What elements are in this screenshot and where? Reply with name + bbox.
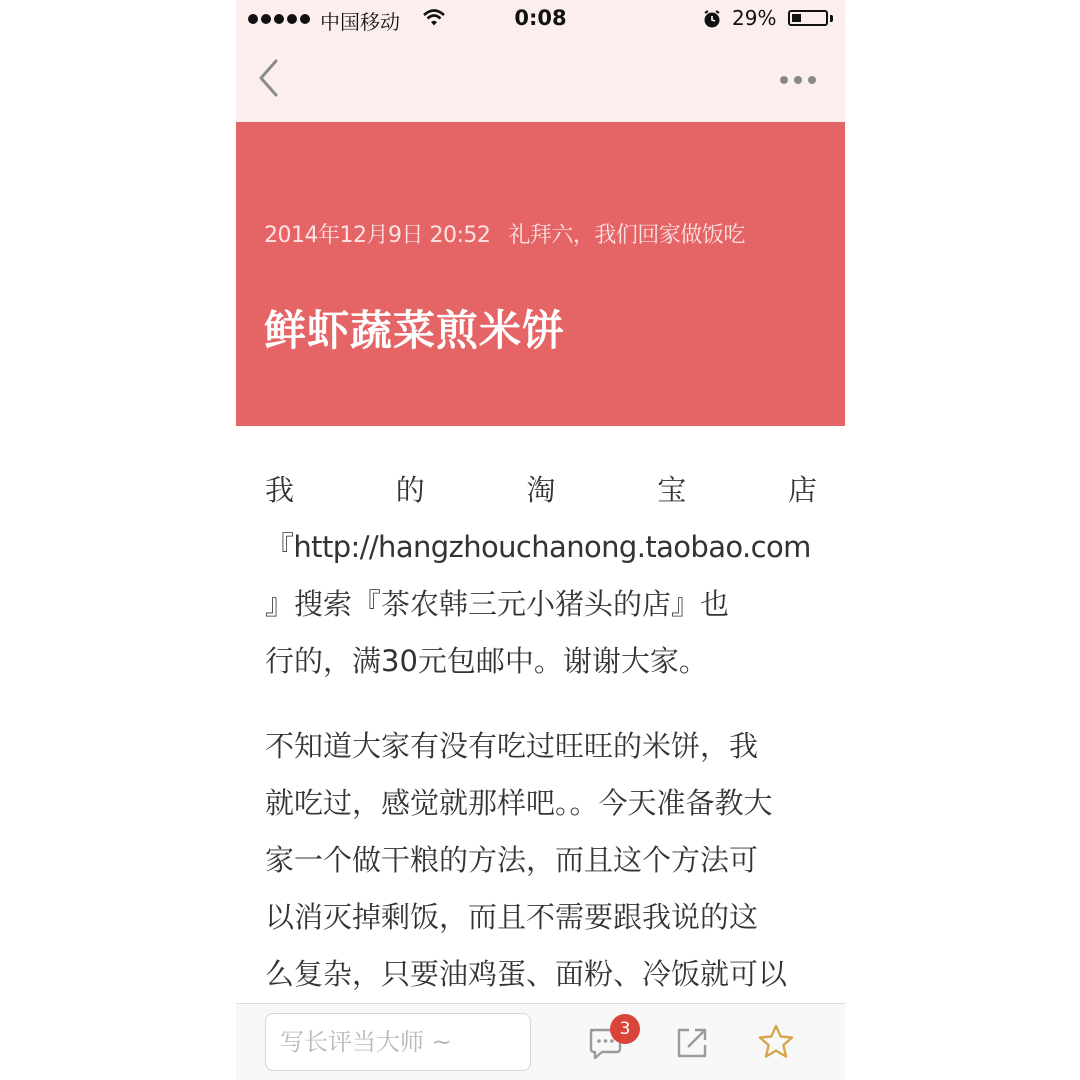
article-body [265,462,817,1003]
favorite-button[interactable] [756,1022,796,1062]
article-header-banner [236,122,845,426]
article-line: 不知道大家有没有吃过旺旺的米饼，我 [265,729,759,763]
article-meta [264,218,745,249]
share-icon [672,1022,712,1062]
article-line: 行的，满30元包邮中。谢谢大家。 [265,644,708,678]
bottom-toolbar [236,1003,845,1080]
battery-level-fill [792,14,801,22]
status-time: 0:08 [514,6,567,30]
alarm-clock-icon [702,9,722,29]
battery-cap [830,15,833,22]
comment-count-badge: 3 [610,1014,640,1044]
battery-percent: 29% [732,6,777,30]
back-button[interactable] [254,58,288,98]
navigation-bar [236,40,845,122]
share-button[interactable] [672,1022,712,1062]
chevron-left-icon [254,58,288,98]
carrier-name: 中国移动 [320,10,400,34]
article-title: 鲜虾蔬菜煎米饼 [264,306,566,355]
status-bar [236,0,845,40]
article-paragraph [265,462,817,690]
article-datetime: 2014年12月9日 20:52 [264,223,491,248]
shop-link[interactable]: 『http://hangzhouchanong.taobao.com [265,530,811,564]
article-line: 以消灭掉剩饭，而且不需要跟我说的这 [265,900,759,934]
comment-input[interactable] [265,1013,531,1071]
more-button[interactable] [780,66,824,94]
article-line: 么复杂，只要油鸡蛋、面粉、冷饭就可以 [265,957,788,991]
battery-icon [788,10,828,26]
justified-line: 我 的 淘 宝 店 [265,473,817,507]
more-horizontal-icon [780,76,788,84]
article-line: 就吃过，感觉就那样吧。。今天准备教大 [265,786,773,820]
star-icon [756,1022,796,1062]
article-line: 家一个做干粮的方法，而且这个方法可 [265,843,759,877]
phone-screen [236,0,845,1080]
article-category[interactable]: 礼拜六，我们回家做饭吃 [508,223,745,248]
article-paragraph [265,718,817,1003]
article-line: 』搜索『茶农韩三元小猪头的店』也 [265,587,730,621]
